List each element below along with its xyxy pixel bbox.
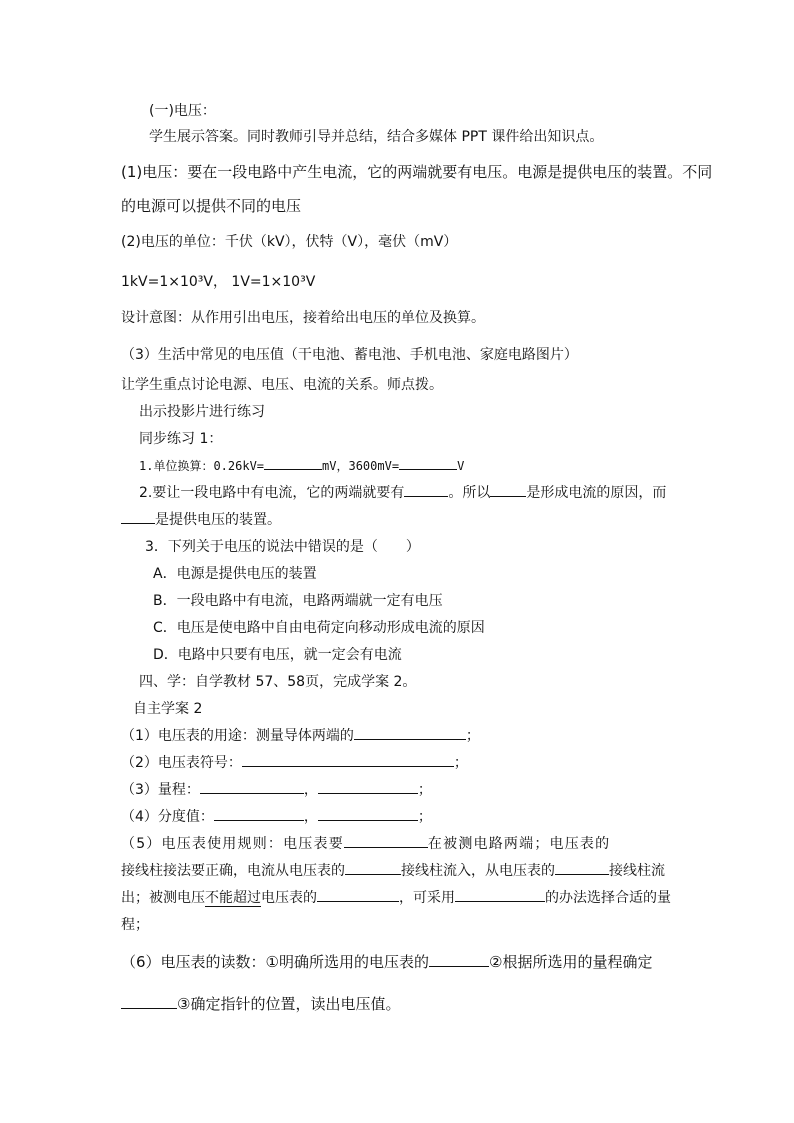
item-6-text-b: ②根据所选用的量程确定 (489, 953, 653, 971)
voltage-units: (2)电压的单位：千伏（kV），伏特（V），毫伏（mV） (121, 234, 458, 250)
q1-blank-mv[interactable] (264, 456, 322, 470)
question-2-line2 (121, 510, 281, 530)
q1-blank-v[interactable] (399, 456, 457, 470)
q2-text-a: 2.要让一段电路中有电流，它的两端就要有 (139, 485, 405, 501)
item-4-sep: ， (303, 809, 318, 825)
item-5-blank-connect[interactable] (344, 834, 428, 848)
q1-text-a: 1.单位换算：0.26kV= (139, 459, 265, 473)
q2-blank-1[interactable] (404, 483, 448, 497)
item-5-text-a: （5）电压表使用规则：电压表要 (121, 836, 344, 852)
item-1-blank[interactable] (354, 726, 466, 740)
item-1-end: ； (465, 728, 480, 744)
q1-text-b: mV，3600mV= (322, 459, 400, 473)
section-heading: (一)电压： (149, 103, 216, 119)
item-4-blank-1[interactable] (214, 807, 304, 821)
item-5-text-e: 接线柱流 (609, 863, 665, 879)
item-6-line2 (121, 994, 400, 1014)
voltage-definition-line2: 的电源可以提供不同的电压 (121, 197, 302, 215)
projection-text: 出示投影片进行练习 (139, 404, 265, 420)
item-2-label: （2）电压表符号： (121, 755, 242, 771)
item-5-text-f: 出；被测电压 (121, 890, 205, 906)
item-5-blank-in[interactable] (345, 861, 401, 875)
item-2-blank[interactable] (242, 753, 454, 767)
unit-conversion: 1kV=1×10³V， 1V=1×10³V (121, 274, 316, 290)
item-3-sep: ， (303, 782, 318, 798)
item-5-blank-method[interactable] (455, 888, 545, 902)
item-1 (121, 726, 480, 746)
item-6-blank-2[interactable] (121, 995, 177, 1009)
item-5-line4: 程； (121, 917, 149, 933)
item-5-text-d: 接线柱流入，从电压表的 (401, 863, 555, 879)
item-3-label: （3）量程： (121, 782, 200, 798)
design-intent: 设计意图：从作用引出电压，接着给出电压的单位及换算。 (121, 310, 485, 326)
item-5-text-h: ，可采用 (399, 890, 455, 906)
option-c: C．电压是使电路中自由电荷定向移动形成电流的原因 (153, 620, 485, 636)
q1-text-c: V (457, 459, 465, 473)
item-6-text-c: ③确定指针的位置，读出电压值。 (177, 995, 401, 1013)
item-6-line1 (121, 952, 652, 972)
intro-text: 学生展示答案。同时教师引导并总结，结合多媒体 PPT 课件给出知识点。 (149, 129, 604, 145)
question-2-line1 (139, 483, 666, 503)
exercise-title: 同步练习 1： (139, 431, 223, 447)
item-3-blank-1[interactable] (200, 780, 304, 794)
item-2-end: ； (453, 755, 468, 771)
option-a: A．电源是提供电压的装置 (153, 566, 317, 582)
q2-text-c: 是形成电流的原因，而 (526, 485, 667, 501)
item-5-text-g: 电压表的 (261, 890, 317, 906)
option-d: D．电路中只要有电压，就一定会有电流 (153, 647, 402, 663)
section-4-heading: 四、学：自学教材 57、58页，完成学案 2。 (139, 674, 417, 690)
q2-blank-2[interactable] (490, 483, 526, 497)
item-3-blank-2[interactable] (318, 780, 418, 794)
item-5-line2 (121, 861, 665, 881)
common-voltages: （3）生活中常见的电压值（干电池、蓄电池、手机电池、家庭电路图片） (121, 347, 578, 363)
item-5-line1 (121, 834, 610, 854)
item-5-text-i: 的办法选择合适的量 (545, 890, 671, 906)
item-4 (121, 807, 432, 827)
item-4-blank-2[interactable] (318, 807, 418, 821)
item-4-label: （4）分度值： (121, 809, 214, 825)
item-2 (121, 753, 468, 773)
item-5-line3 (121, 888, 671, 908)
item-4-end: ； (417, 809, 432, 825)
item-5-underlined: 不能超过 (205, 890, 261, 906)
item-5-text-c: 接线柱接法要正确，电流从电压表的 (121, 863, 345, 879)
item-3-end: ； (417, 782, 432, 798)
item-5-blank-out[interactable] (555, 861, 609, 875)
question-3: 3．下列关于电压的说法中错误的是（ ） (145, 539, 420, 555)
item-5-blank-range[interactable] (317, 888, 399, 902)
q2-text-d: 是提供电压的装置。 (155, 512, 281, 528)
discussion-text: 让学生重点讨论电源、电压、电流的关系。师点拨。 (121, 377, 443, 393)
item-3 (121, 780, 432, 800)
study-plan-title: 自主学案 2 (133, 701, 203, 717)
option-b: B．一段电路中有电流，电路两端就一定有电压 (153, 593, 443, 609)
item-6-blank-1[interactable] (429, 953, 489, 967)
voltage-definition-line1: (1)电压：要在一段电路中产生电流，它的两端就要有电压。电源是提供电压的装置。不同 (121, 163, 713, 181)
item-1-label: （1）电压表的用途：测量导体两端的 (121, 728, 354, 744)
q2-blank-3[interactable] (121, 510, 155, 524)
q2-text-b: 。所以 (448, 485, 491, 501)
item-5-text-b: 在被测电路两端；电压表的 (427, 836, 611, 852)
item-6-text-a: （6）电压表的读数：①明确所选用的电压表的 (121, 953, 429, 971)
question-1 (139, 456, 464, 476)
